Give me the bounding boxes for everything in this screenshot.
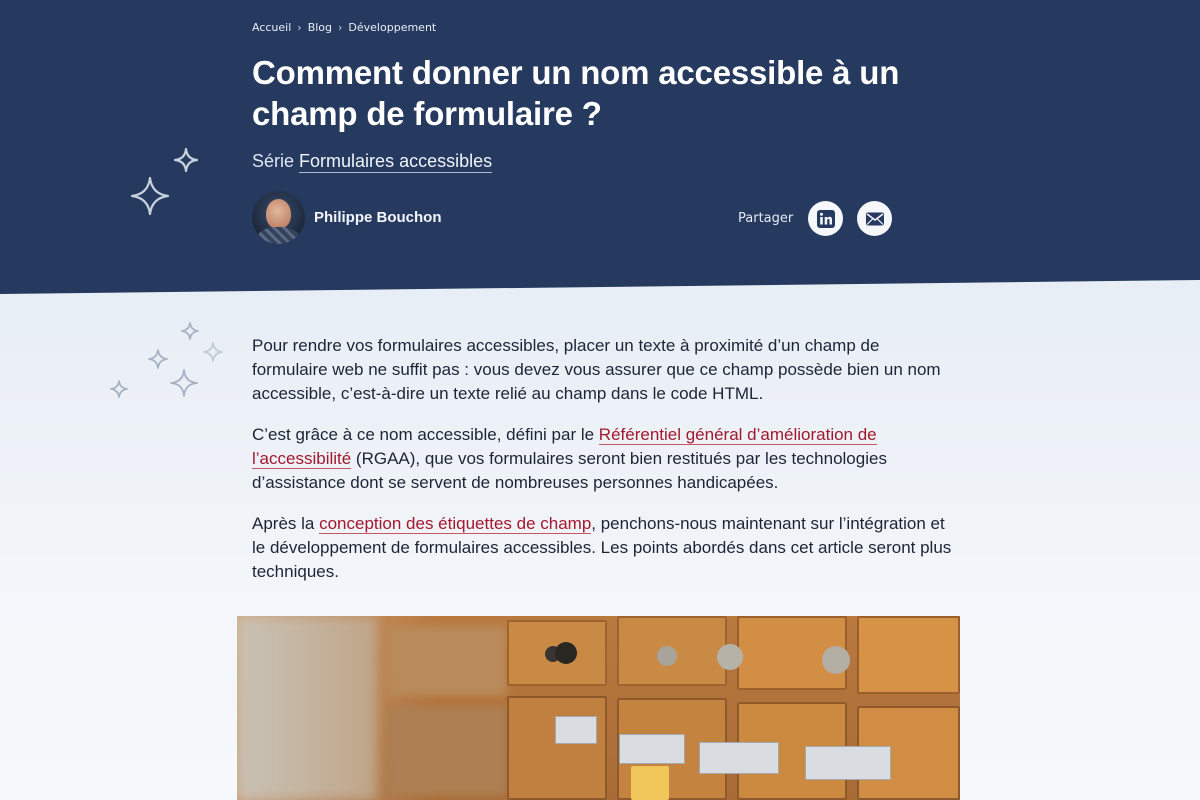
intro-paragraph: Pour rendre vos formulaires accessibles, placer un texte à proximité d’un champ de formulaire web ne suffit pas : vous devez vous assurer que ce champ possède bien un nom accessible, c’est-à-dire un texte relié au champ dans le code HTML. — [252, 336, 941, 403]
body-paragraph: C’est grâce à ce nom accessible, défini par le Référentiel général d’amélioration de l’accessibilité (RGAA), que vos formulaires seront bien restitués par les technologies d’assistance dont se servent de nombreuses personnes handicapées. — [252, 425, 887, 492]
share-linkedin-button[interactable] — [808, 201, 843, 236]
article-series — [252, 151, 492, 172]
sparkle-icon — [149, 350, 167, 368]
breadcrumb-current[interactable]: Développement — [348, 21, 437, 34]
article-hero — [0, 0, 1200, 294]
avatar — [252, 191, 305, 244]
sparkle-icon — [204, 343, 222, 361]
article-body — [252, 334, 952, 601]
author-block — [252, 191, 442, 244]
sparkle-icon — [182, 323, 198, 339]
page-title: Comment donner un nom accessible à un champ de formulaire ? — [252, 54, 900, 132]
mail-icon — [864, 208, 886, 230]
series-link[interactable]: Formulaires accessibles — [299, 151, 493, 171]
sparkle-icon — [111, 381, 127, 397]
series-prefix: Série — [252, 151, 295, 171]
field-labels-link[interactable]: conception des étiquettes de champ — [319, 514, 592, 533]
breadcrumb-blog[interactable]: Blog — [307, 21, 333, 34]
breadcrumb-separator: › — [338, 21, 343, 34]
breadcrumb-home[interactable]: Accueil — [252, 21, 292, 34]
breadcrumb-separator: › — [297, 21, 302, 34]
sparkle-icon — [171, 370, 197, 396]
body-paragraph: Après la conception des étiquettes de champ, penchons-nous maintenant sur l’intégration et le développement de formulaires accessibles. Les points abordés dans cet article seront plus techniques. — [252, 514, 952, 581]
share-block — [738, 201, 906, 236]
breadcrumb — [252, 21, 436, 34]
article-illustration — [237, 616, 960, 800]
linkedin-icon — [816, 209, 836, 229]
author-name[interactable]: Philippe Bouchon — [314, 209, 442, 226]
rgaa-link[interactable]: Référentiel général d’amélioration de l’accessibilité — [252, 425, 877, 468]
share-email-button[interactable] — [857, 201, 892, 236]
share-label: Partager — [738, 211, 794, 226]
